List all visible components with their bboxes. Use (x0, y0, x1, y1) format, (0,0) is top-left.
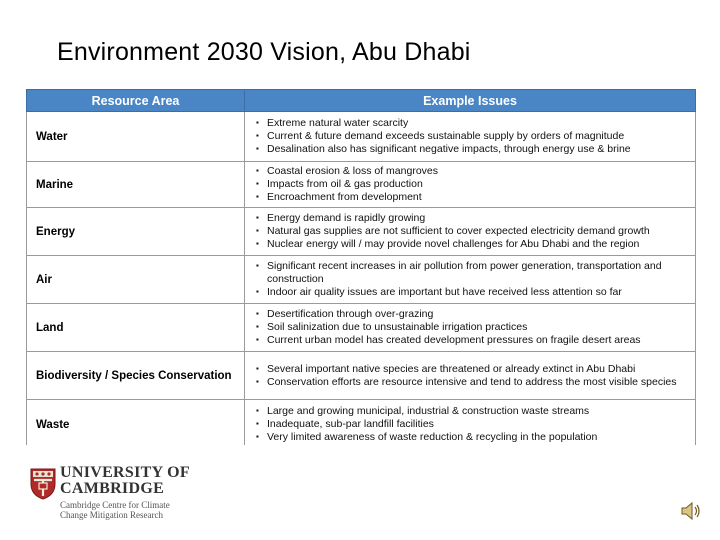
issue-item: ▪ Conservation efforts are resource intensive and tend to address the most visible species (267, 376, 689, 389)
issue-item: ▪ Desertification through over-grazing (267, 308, 689, 321)
issues-list (255, 165, 689, 203)
issue-item: ▪ Inadequate, sub-par landfill facilities (267, 418, 689, 431)
header-example-issues: Example Issues (245, 90, 696, 112)
table-row (27, 112, 696, 162)
issues-table-container (26, 89, 696, 445)
issues-list (255, 405, 689, 443)
logo-cambridge: CAMBRIDGE (60, 480, 165, 497)
table-row (27, 256, 696, 304)
issue-item: ▪ Current & future demand exceeds sustainable supply by orders of magnitude (267, 130, 689, 143)
resource-area-cell: Waste (27, 400, 245, 446)
speaker-icon[interactable] (680, 500, 702, 522)
resource-area-cell: Biodiversity / Species Conservation (27, 352, 245, 400)
issue-item: ▪ Impacts from oil & gas production (267, 178, 689, 191)
issue-item: ▪ Coastal erosion & loss of mangroves (267, 165, 689, 178)
issue-item: ▪ Nuclear energy will / may provide novel challenges for Abu Dhabi and the region (267, 238, 689, 251)
logo-centre-line1: Cambridge Centre for Climate (60, 500, 170, 510)
example-issues-cell (245, 162, 696, 208)
issue-item: ▪ Energy demand is rapidly growing (267, 212, 689, 225)
issue-item: ▪ Very limited awareness of waste reduction & recycling in the population (267, 431, 689, 444)
logo-university-of: UNIVERSITY OF (60, 464, 190, 481)
resource-area-cell: Marine (27, 162, 245, 208)
example-issues-cell (245, 112, 696, 162)
example-issues-cell (245, 352, 696, 400)
issues-list (255, 260, 689, 298)
resource-area-cell: Energy (27, 208, 245, 256)
table-header-row (27, 90, 696, 112)
example-issues-cell (245, 256, 696, 304)
resource-area-cell: Water (27, 112, 245, 162)
issue-item: ▪ Soil salinization due to unsustainable irrigation practices (267, 321, 689, 334)
logo-centre-line2: Change Mitigation Research (60, 510, 163, 520)
issues-list (255, 363, 689, 389)
issue-item: ▪ Encroachment from development (267, 191, 689, 204)
table-row (27, 304, 696, 352)
resource-area-cell: Air (27, 256, 245, 304)
slide-title: Environment 2030 Vision, Abu Dhabi (57, 38, 471, 66)
issues-table (26, 89, 696, 445)
example-issues-cell (245, 304, 696, 352)
issues-list (255, 212, 689, 250)
cambridge-logo (30, 464, 190, 520)
table-row (27, 400, 696, 446)
issues-list (255, 117, 689, 155)
issue-item: ▪ Desalination also has significant negative impacts, through energy use & brine (267, 143, 689, 156)
table-body (27, 112, 696, 446)
example-issues-cell (245, 208, 696, 256)
table-row (27, 162, 696, 208)
issue-item: ▪ Natural gas supplies are not sufficient to cover expected electricity demand growth (267, 225, 689, 238)
issue-item: ▪ Significant recent increases in air pollution from power generation, transportation and construction (267, 260, 689, 286)
issue-item: ▪ Indoor air quality issues are important but have received less attention so far (267, 286, 689, 299)
header-resource-area: Resource Area (27, 90, 245, 112)
issue-item: ▪ Large and growing municipal, industrial & construction waste streams (267, 405, 689, 418)
crest-icon (30, 468, 56, 500)
issue-item: ▪ Extreme natural water scarcity (267, 117, 689, 130)
table-row (27, 208, 696, 256)
issues-list (255, 308, 689, 346)
example-issues-cell (245, 400, 696, 446)
table-row (27, 352, 696, 400)
issue-item: ▪ Several important native species are threatened or already extinct in Abu Dhabi (267, 363, 689, 376)
issue-item: ▪ Current urban model has created development pressures on fragile desert areas (267, 334, 689, 347)
resource-area-cell: Land (27, 304, 245, 352)
